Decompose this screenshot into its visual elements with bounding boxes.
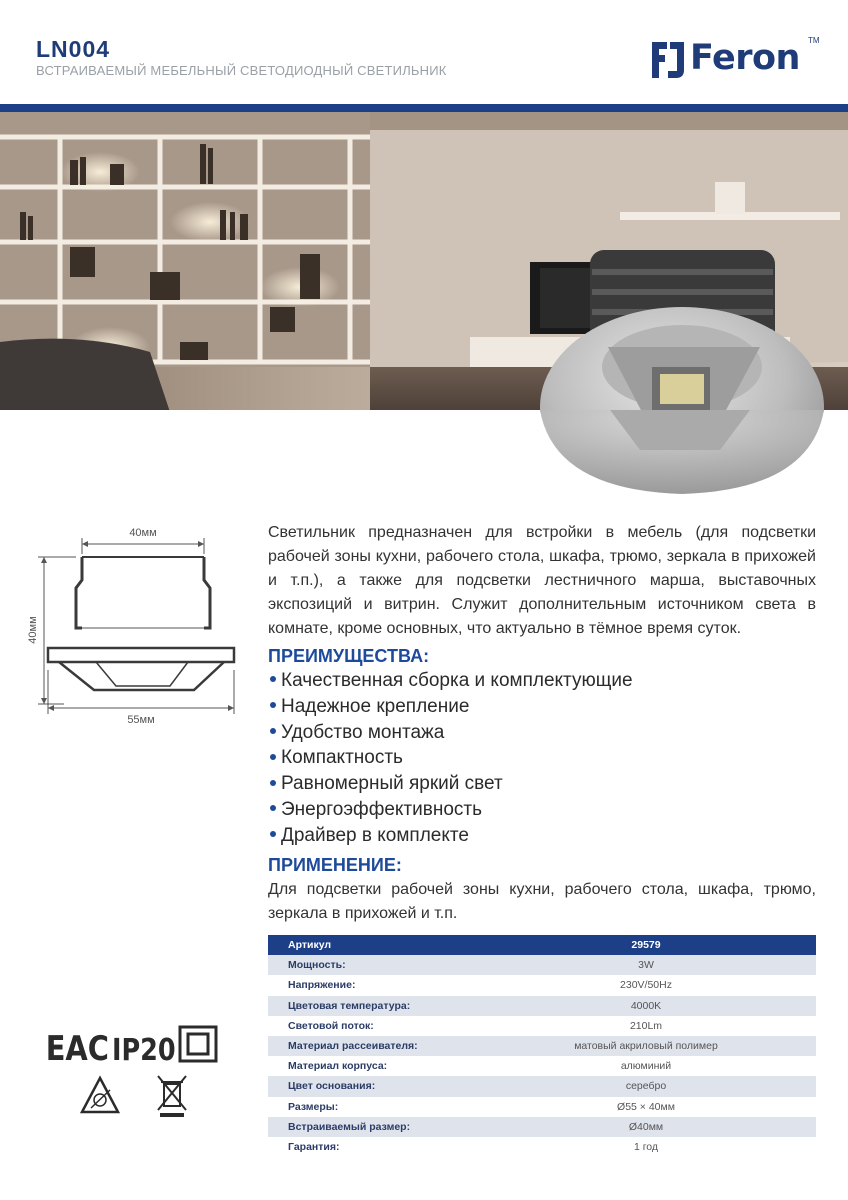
application-heading: ПРИМЕНЕНИЕ:	[268, 855, 402, 875]
table-row: Гарантия: 1 год	[268, 1137, 816, 1157]
brand-name: Feron	[690, 38, 800, 78]
weee-disposal-icon	[158, 1076, 186, 1117]
article-label: Артикул	[268, 935, 476, 955]
advantages-heading: ПРЕИМУЩЕСТВА:	[268, 646, 430, 666]
list-item: Компактность	[268, 745, 633, 771]
feron-logo-icon	[650, 40, 686, 80]
lamp-base-lower	[540, 410, 830, 500]
trademark-mark: TM	[808, 36, 820, 45]
model-code: LN004	[36, 36, 111, 62]
certification-marks	[44, 1020, 224, 1120]
application-text: Для подсветки рабочей зоны кухни, рабочего стола, шкафа, трюмо, зеркала в прихожей и т.п.	[268, 881, 816, 922]
bottom-width-label: 55мм	[127, 714, 155, 726]
header-divider-bar	[0, 104, 848, 112]
product-hero-photo	[0, 112, 848, 412]
table-row: Световой поток: 210Lm	[268, 1016, 816, 1036]
table-row: Размеры: Ø55 × 40мм	[268, 1097, 816, 1117]
furniture-mount-icon	[82, 1078, 118, 1112]
bullet-icon	[270, 780, 276, 786]
table-row: Материал корпуса: алюминий	[268, 1056, 816, 1076]
bullet-icon	[270, 754, 276, 760]
list-item: Равномерный яркий свет	[268, 771, 633, 797]
product-subtitle: ВСТРАИВАЕМЫЙ МЕБЕЛЬНЫЙ СВЕТОДИОДНЫЙ СВЕТИЛЬНИК	[36, 63, 447, 78]
top-width-label: 40мм	[129, 527, 157, 539]
feron-logo	[650, 36, 820, 80]
table-header-row	[268, 935, 816, 955]
bullet-icon	[270, 831, 276, 837]
advantages-list	[268, 668, 633, 849]
table-row: Мощность: 3W	[268, 955, 816, 975]
bullet-icon	[270, 728, 276, 734]
bullet-icon	[270, 676, 276, 682]
class-ii-icon	[180, 1027, 216, 1061]
dimension-drawing	[24, 520, 244, 730]
eac-mark: EAC	[45, 1029, 110, 1069]
list-item: Удобство монтажа	[268, 720, 633, 746]
bullet-icon	[270, 805, 276, 811]
bullet-icon	[270, 702, 276, 708]
product-description: Светильник предназначен для встройки в мебель (для подсветки рабочей зоны кухни, рабочего стола, шкафа, трюмо, зеркала в прихожей и т.п.), а также для подсветки лестничного марша, выставочных экспозиций и витрин. Служит дополнительным источником света в комнате, кроме основных, что актуально в тёмное время суток.	[268, 524, 816, 637]
list-item: Энергоэффективность	[268, 797, 633, 823]
article-value: 29579	[476, 935, 816, 955]
table-row: Встраиваемый размер: Ø40мм	[268, 1117, 816, 1137]
table-row: Цвет основания: серебро	[268, 1076, 816, 1096]
list-item: Надежное крепление	[268, 694, 633, 720]
height-label: 40мм	[27, 616, 39, 644]
table-row: Материал рассеивателя: матовый акриловый полимер	[268, 1036, 816, 1056]
table-row: Цветовая температура: 4000K	[268, 996, 816, 1016]
ip-rating: IP20	[112, 1031, 176, 1068]
list-item: Качественная сборка и комплектующие	[268, 668, 633, 694]
list-item: Драйвер в комплекте	[268, 823, 633, 849]
table-row: Напряжение: 230V/50Hz	[268, 975, 816, 995]
specs-table	[268, 935, 816, 1157]
